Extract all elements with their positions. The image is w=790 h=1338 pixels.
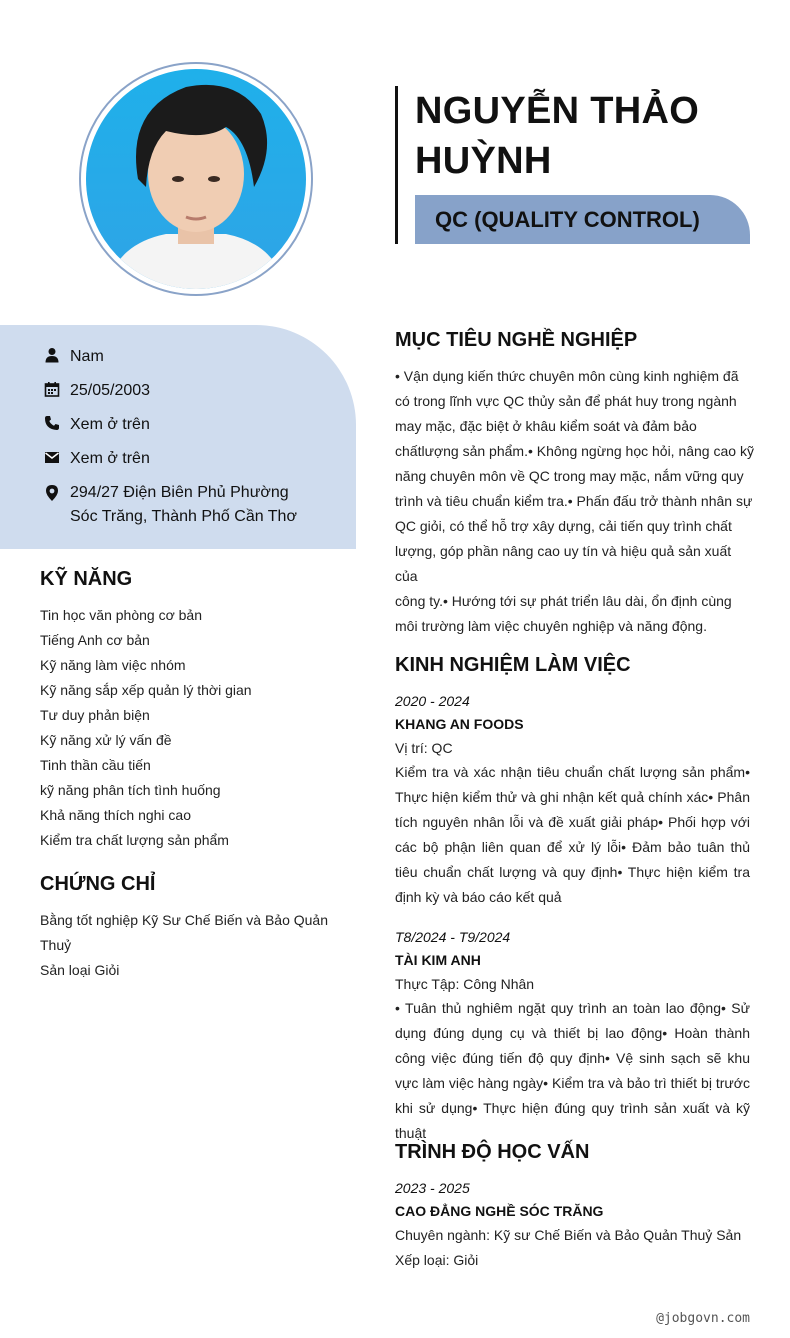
candidate-name: [415, 86, 755, 186]
address-line-2: Sóc Trăng, Thành Phố Cần Thơ: [70, 508, 297, 525]
objective-line: công ty.• Hướng tới sự phát triển lâu dài, ổn định cùng: [395, 593, 732, 609]
education-school: CAO ĐẲNG NGHỀ SÓC TRĂNG: [395, 1203, 604, 1219]
contact-birthdate: [42, 379, 150, 403]
skill-item: Tiếng Anh cơ bản: [40, 632, 150, 648]
objective-line: lượng, góp phần nâng cao uy tín và hiệu quả sản xuất của: [395, 543, 732, 584]
name-line-1: NGUYỄN THẢO: [415, 90, 700, 132]
job-title-badge: [415, 195, 750, 244]
skill-item: Kỹ năng xử lý vấn đề: [40, 732, 172, 748]
job-2-company: TÀI KIM ANH: [395, 952, 481, 968]
job-1-company: KHANG AN FOODS: [395, 716, 524, 732]
email-value: Xem ở trên: [70, 450, 150, 467]
calendar-icon: [42, 379, 62, 399]
name-accent-bar: [395, 86, 398, 244]
contact-email: [42, 447, 150, 471]
certificate-item: [40, 908, 360, 983]
education-title: TRÌNH ĐỘ HỌC VẤN: [395, 1141, 590, 1163]
address-line-1: 294/27 Điện Biên Phủ Phường: [70, 484, 289, 501]
objective-line: chấtlượng sản phẩm.• Không ngừng học hỏi, nâng cao kỹ: [395, 443, 754, 459]
avatar-portrait: [86, 69, 306, 289]
skill-item: Kỹ năng sắp xếp quản lý thời gian: [40, 682, 252, 698]
objective-line: • Vận dụng kiến thức chuyên môn cùng kinh nghiệm đã: [395, 368, 739, 384]
certificates-title: CHỨNG CHỈ: [40, 873, 156, 895]
job-1-role: Vị trí: QC: [395, 740, 453, 756]
objective-title: MỤC TIÊU NGHỀ NGHIỆP: [395, 329, 638, 351]
job-2-role: Thực Tập: Công Nhân: [395, 976, 535, 992]
objective-line: môi trường làm việc chuyên nghiệp và năng động.: [395, 618, 707, 634]
certificate-line-1: Bằng tốt nghiệp Kỹ Sư Chế Biến và Bảo Quản Thuỷ: [40, 912, 329, 953]
objective-line: QC giỏi, có thể hỗ trợ xây dựng, cải tiến quy trình chất: [395, 518, 732, 534]
avatar-ring: [79, 62, 313, 296]
objective-line: năng chuyên môn về QC trong may mặc, nắm vững quy: [395, 468, 744, 484]
job-1-description: Kiểm tra và xác nhận tiêu chuẩn chất lượng sản phẩm• Thực hiện kiểm thử và ghi nhận kết quả chính xác• Phân tích nguyên nhân lỗi và đề xuất giải pháp• Phối hợp với các bộ phận liên quan để xử lý lỗi• Đảm bảo tuân thủ tiêu chuẩn chất lượng và quy định• Thực hiện kiểm tra định kỳ và báo cáo kết quả: [395, 764, 750, 905]
skill-item: Tin học văn phòng cơ bản: [40, 607, 202, 623]
gender-value: Nam: [70, 348, 104, 365]
job-title: QC (QUALITY CONTROL): [435, 206, 700, 232]
location-pin-icon: [42, 483, 62, 503]
skill-item: Kỹ năng làm việc nhóm: [40, 657, 186, 673]
skill-item: Tinh thần cầu tiến: [40, 757, 151, 773]
job-2-date: T8/2024 - T9/2024: [395, 929, 511, 945]
watermark: @jobgovn.com: [656, 1311, 750, 1326]
skill-item: Kiểm tra chất lượng sản phẩm: [40, 832, 229, 848]
objective-text: [395, 364, 755, 639]
name-line-2: HUỲNH: [415, 140, 552, 182]
certificate-line-2: Sản loại Giỏi: [40, 962, 120, 978]
avatar: [86, 69, 306, 289]
skills-title: KỸ NĂNG: [40, 568, 133, 590]
address-value: [70, 481, 297, 529]
objective-line: may mặc, đặc biệt ở khâu kiểm soát và đảm bảo: [395, 418, 697, 434]
skill-item: Khả năng thích nghi cao: [40, 807, 192, 823]
birthdate-value: 25/05/2003: [70, 382, 151, 399]
contact-phone: [42, 413, 150, 437]
education-grade: Xếp loại: Giỏi: [395, 1252, 479, 1268]
skill-item: Tư duy phản biện: [40, 707, 150, 723]
contact-address: [42, 481, 297, 529]
mail-icon: [42, 447, 62, 467]
skill-item: kỹ năng phân tích tình huống: [40, 782, 221, 798]
objective-line: trình và tiêu chuẩn kiểm tra.• Phấn đấu trở thành nhân sự: [395, 493, 753, 509]
phone-icon: [42, 413, 62, 433]
person-icon: [42, 345, 62, 365]
job-1-date: 2020 - 2024: [395, 693, 470, 709]
education-date: 2023 - 2025: [395, 1180, 470, 1196]
objective-line: có trong lĩnh vực QC thủy sản để phát huy trong ngành: [395, 393, 737, 409]
education-major: Chuyên ngành: Kỹ sư Chế Biến và Bảo Quản Thuỷ Sản: [395, 1227, 742, 1243]
phone-value: Xem ở trên: [70, 416, 150, 433]
job-2-description: • Tuân thủ nghiêm ngặt quy trình an toàn lao động• Sử dụng đúng dụng cụ và thiết bị lao động• Hoàn thành công việc đúng tiến độ quy định• Vệ sinh sạch sẽ khu vực làm việc hàng ngày• Kiểm tra và bảo trì thiết bị trước khi sử dụng• Thực hiện đúng quy trình sản xuất và kỹ thuật: [395, 1000, 750, 1141]
experience-title: KINH NGHIỆM LÀM VIỆC: [395, 654, 631, 676]
contact-gender: [42, 345, 104, 369]
